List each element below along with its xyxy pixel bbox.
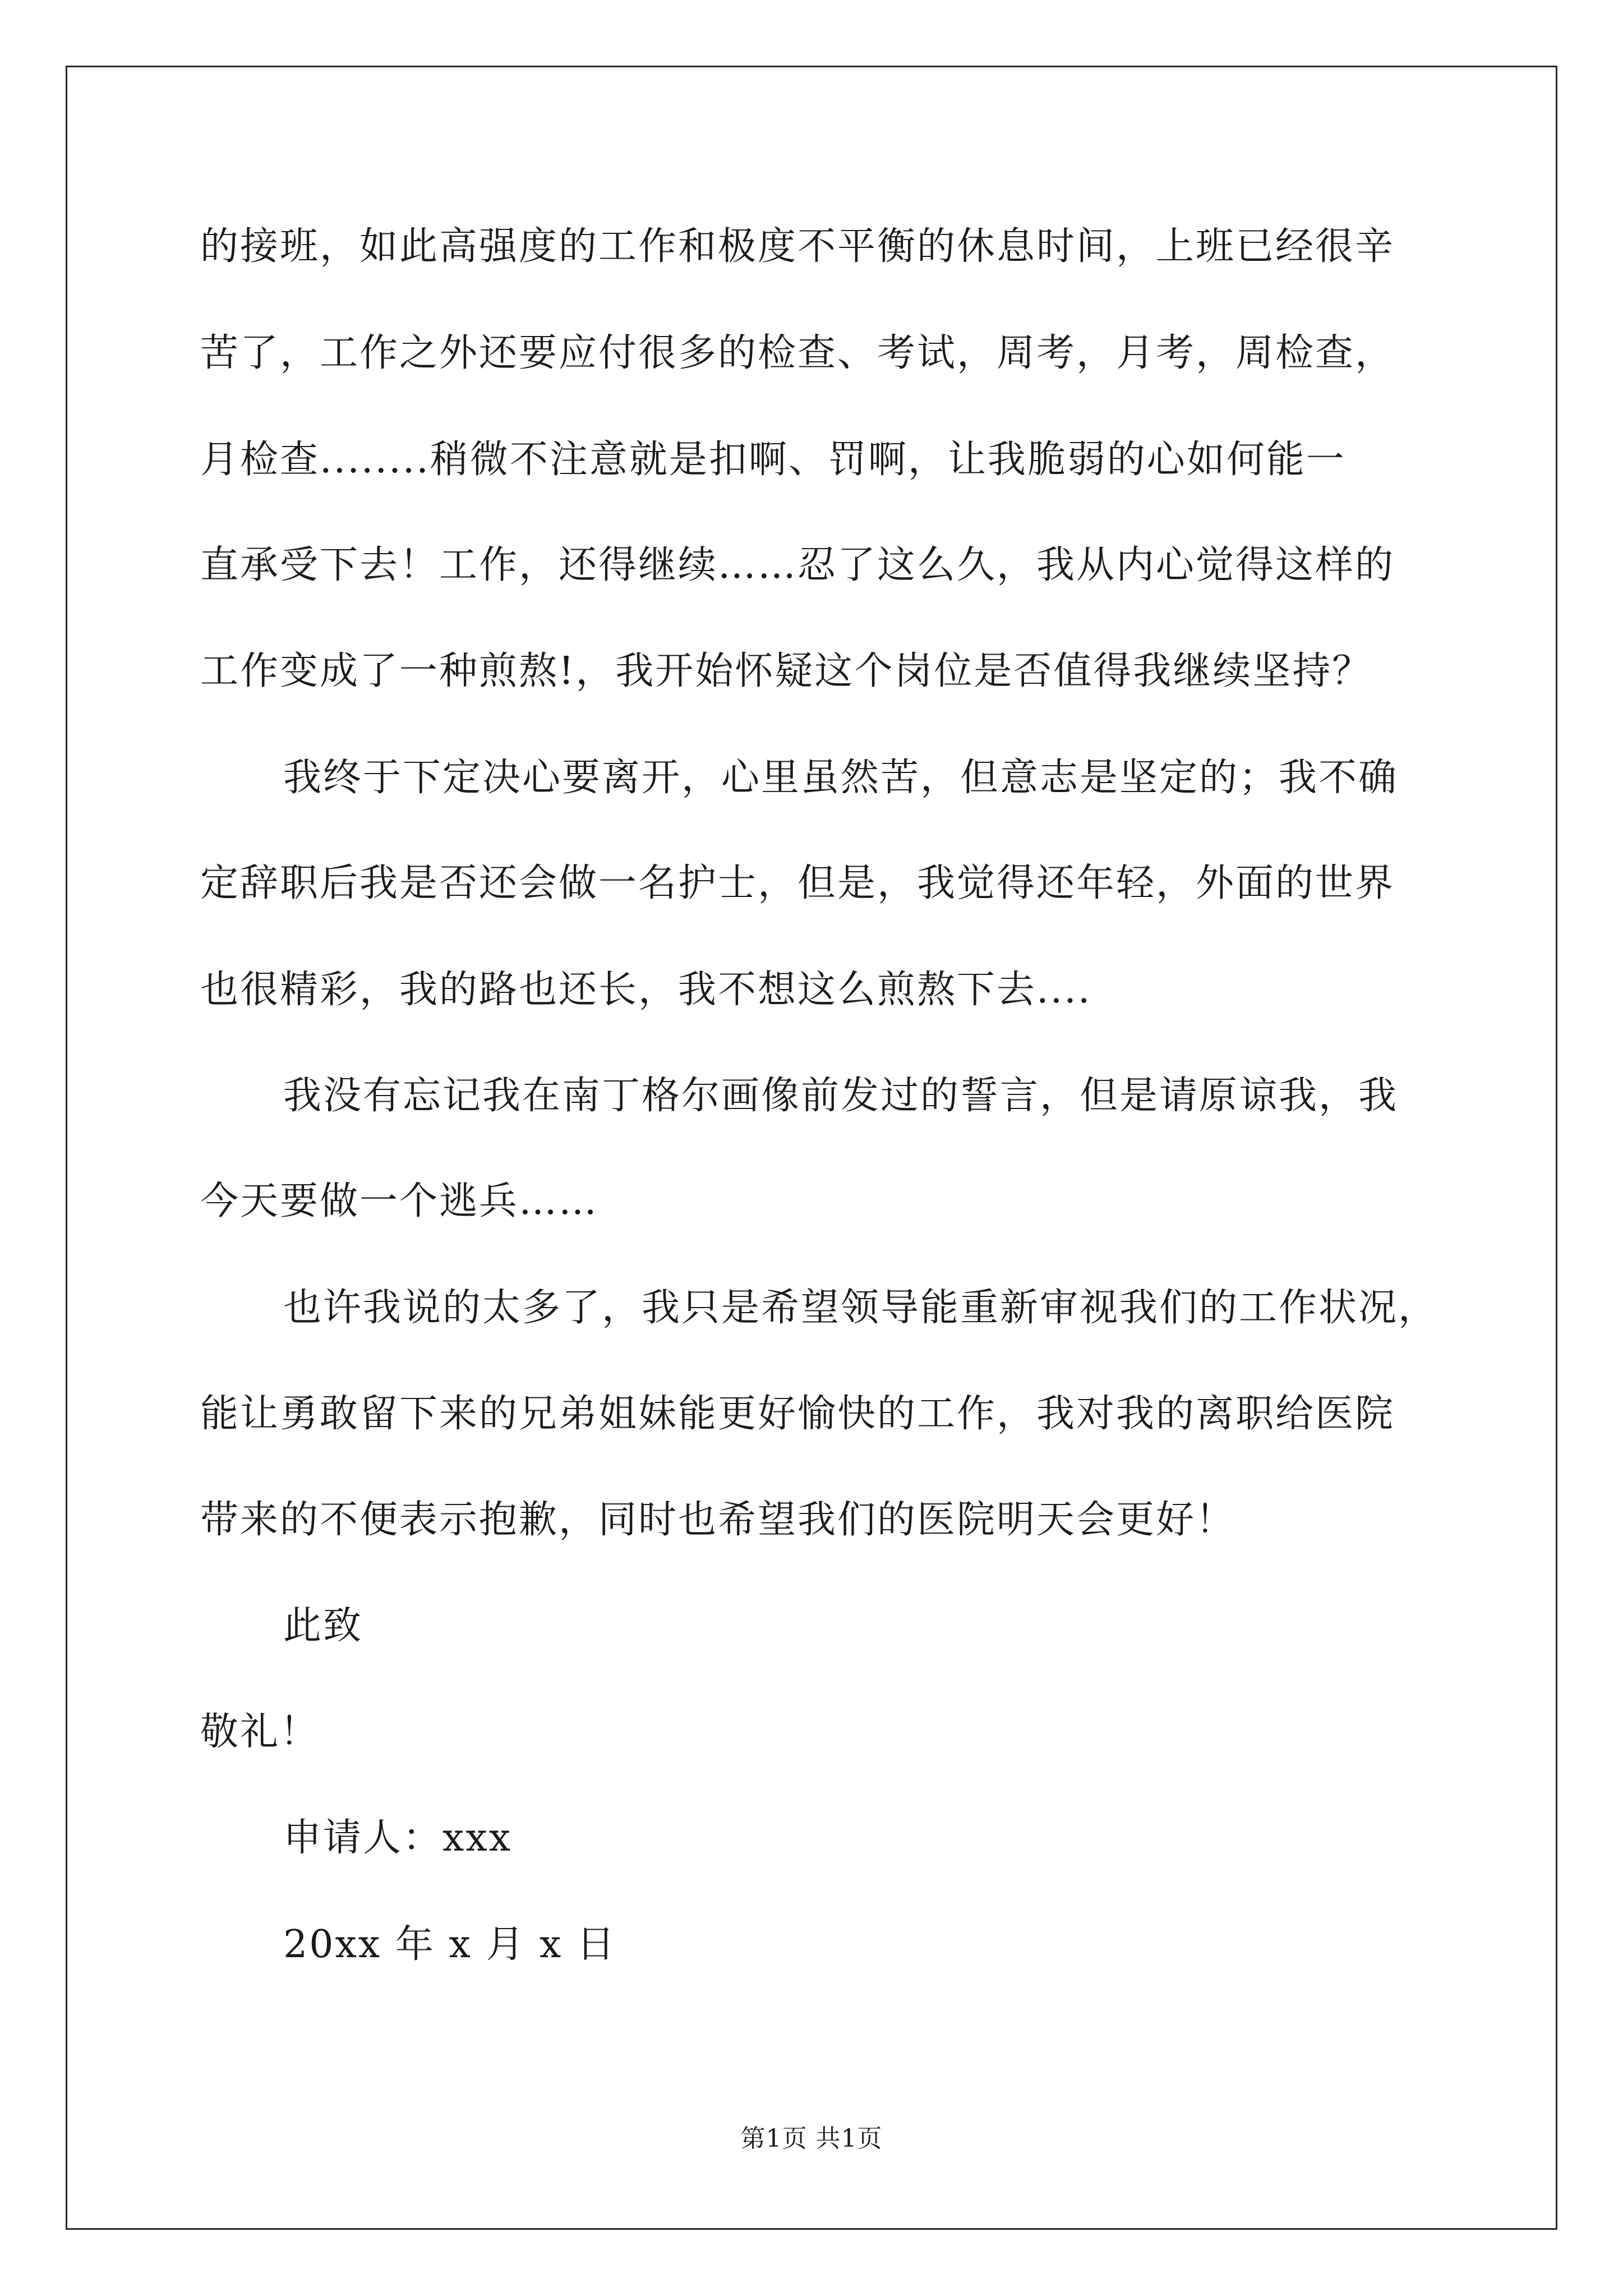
applicant-line: 申请人：xxx [283, 1816, 513, 1860]
body-line-4: 直承受下去！工作，还得继续……忍了这么久，我从内心觉得这样的 [200, 543, 1395, 587]
body-line-3: 月检查........稍微不注意就是扣啊、罚啊，让我脆弱的心如何能一 [200, 438, 1346, 482]
body-line-13: 带来的不便表示抱歉，同时也希望我们的医院明天会更好！ [200, 1498, 1236, 1542]
date-line: 20xx 年 x 月 x 日 [283, 1922, 617, 1967]
body-line-11: 也许我说的太多了，我只是希望领导能重新审视我们的工作状况， [283, 1286, 1438, 1330]
page-footer: 第1页 共1页 [740, 2124, 883, 2153]
body-line-1: 的接班，如此高强度的工作和极度不平衡的休息时间，上班已经很辛 [200, 224, 1395, 269]
body-line-12: 能让勇敢留下来的兄弟姐妹能更好愉快的工作，我对我的离职给医院 [200, 1392, 1395, 1436]
body-line-8: 也很精彩，我的路也还长，我不想这么煎熬下去.... [200, 968, 1092, 1012]
body-line-2: 苦了，工作之外还要应付很多的检查、考试，周考，月考，周检查， [200, 331, 1395, 375]
body-line-10: 今天要做一个逃兵…… [200, 1179, 599, 1223]
page-border [66, 66, 1557, 2230]
body-line-9: 我没有忘记我在南丁格尔画像前发过的誓言，但是请原谅我，我 [283, 1074, 1399, 1118]
body-line-6: 我终于下定决心要离开，心里虽然苦，但意志是坚定的；我不确 [283, 756, 1399, 800]
closing-regards: 敬礼！ [200, 1710, 320, 1754]
body-line-7: 定辞职后我是否还会做一名护士，但是，我觉得还年轻，外面的世界 [200, 861, 1395, 905]
closing-salutation: 此致 [283, 1604, 363, 1648]
body-line-5: 工作变成了一种煎熬!，我开始怀疑这个岗位是否值得我继续坚持？ [200, 649, 1372, 693]
